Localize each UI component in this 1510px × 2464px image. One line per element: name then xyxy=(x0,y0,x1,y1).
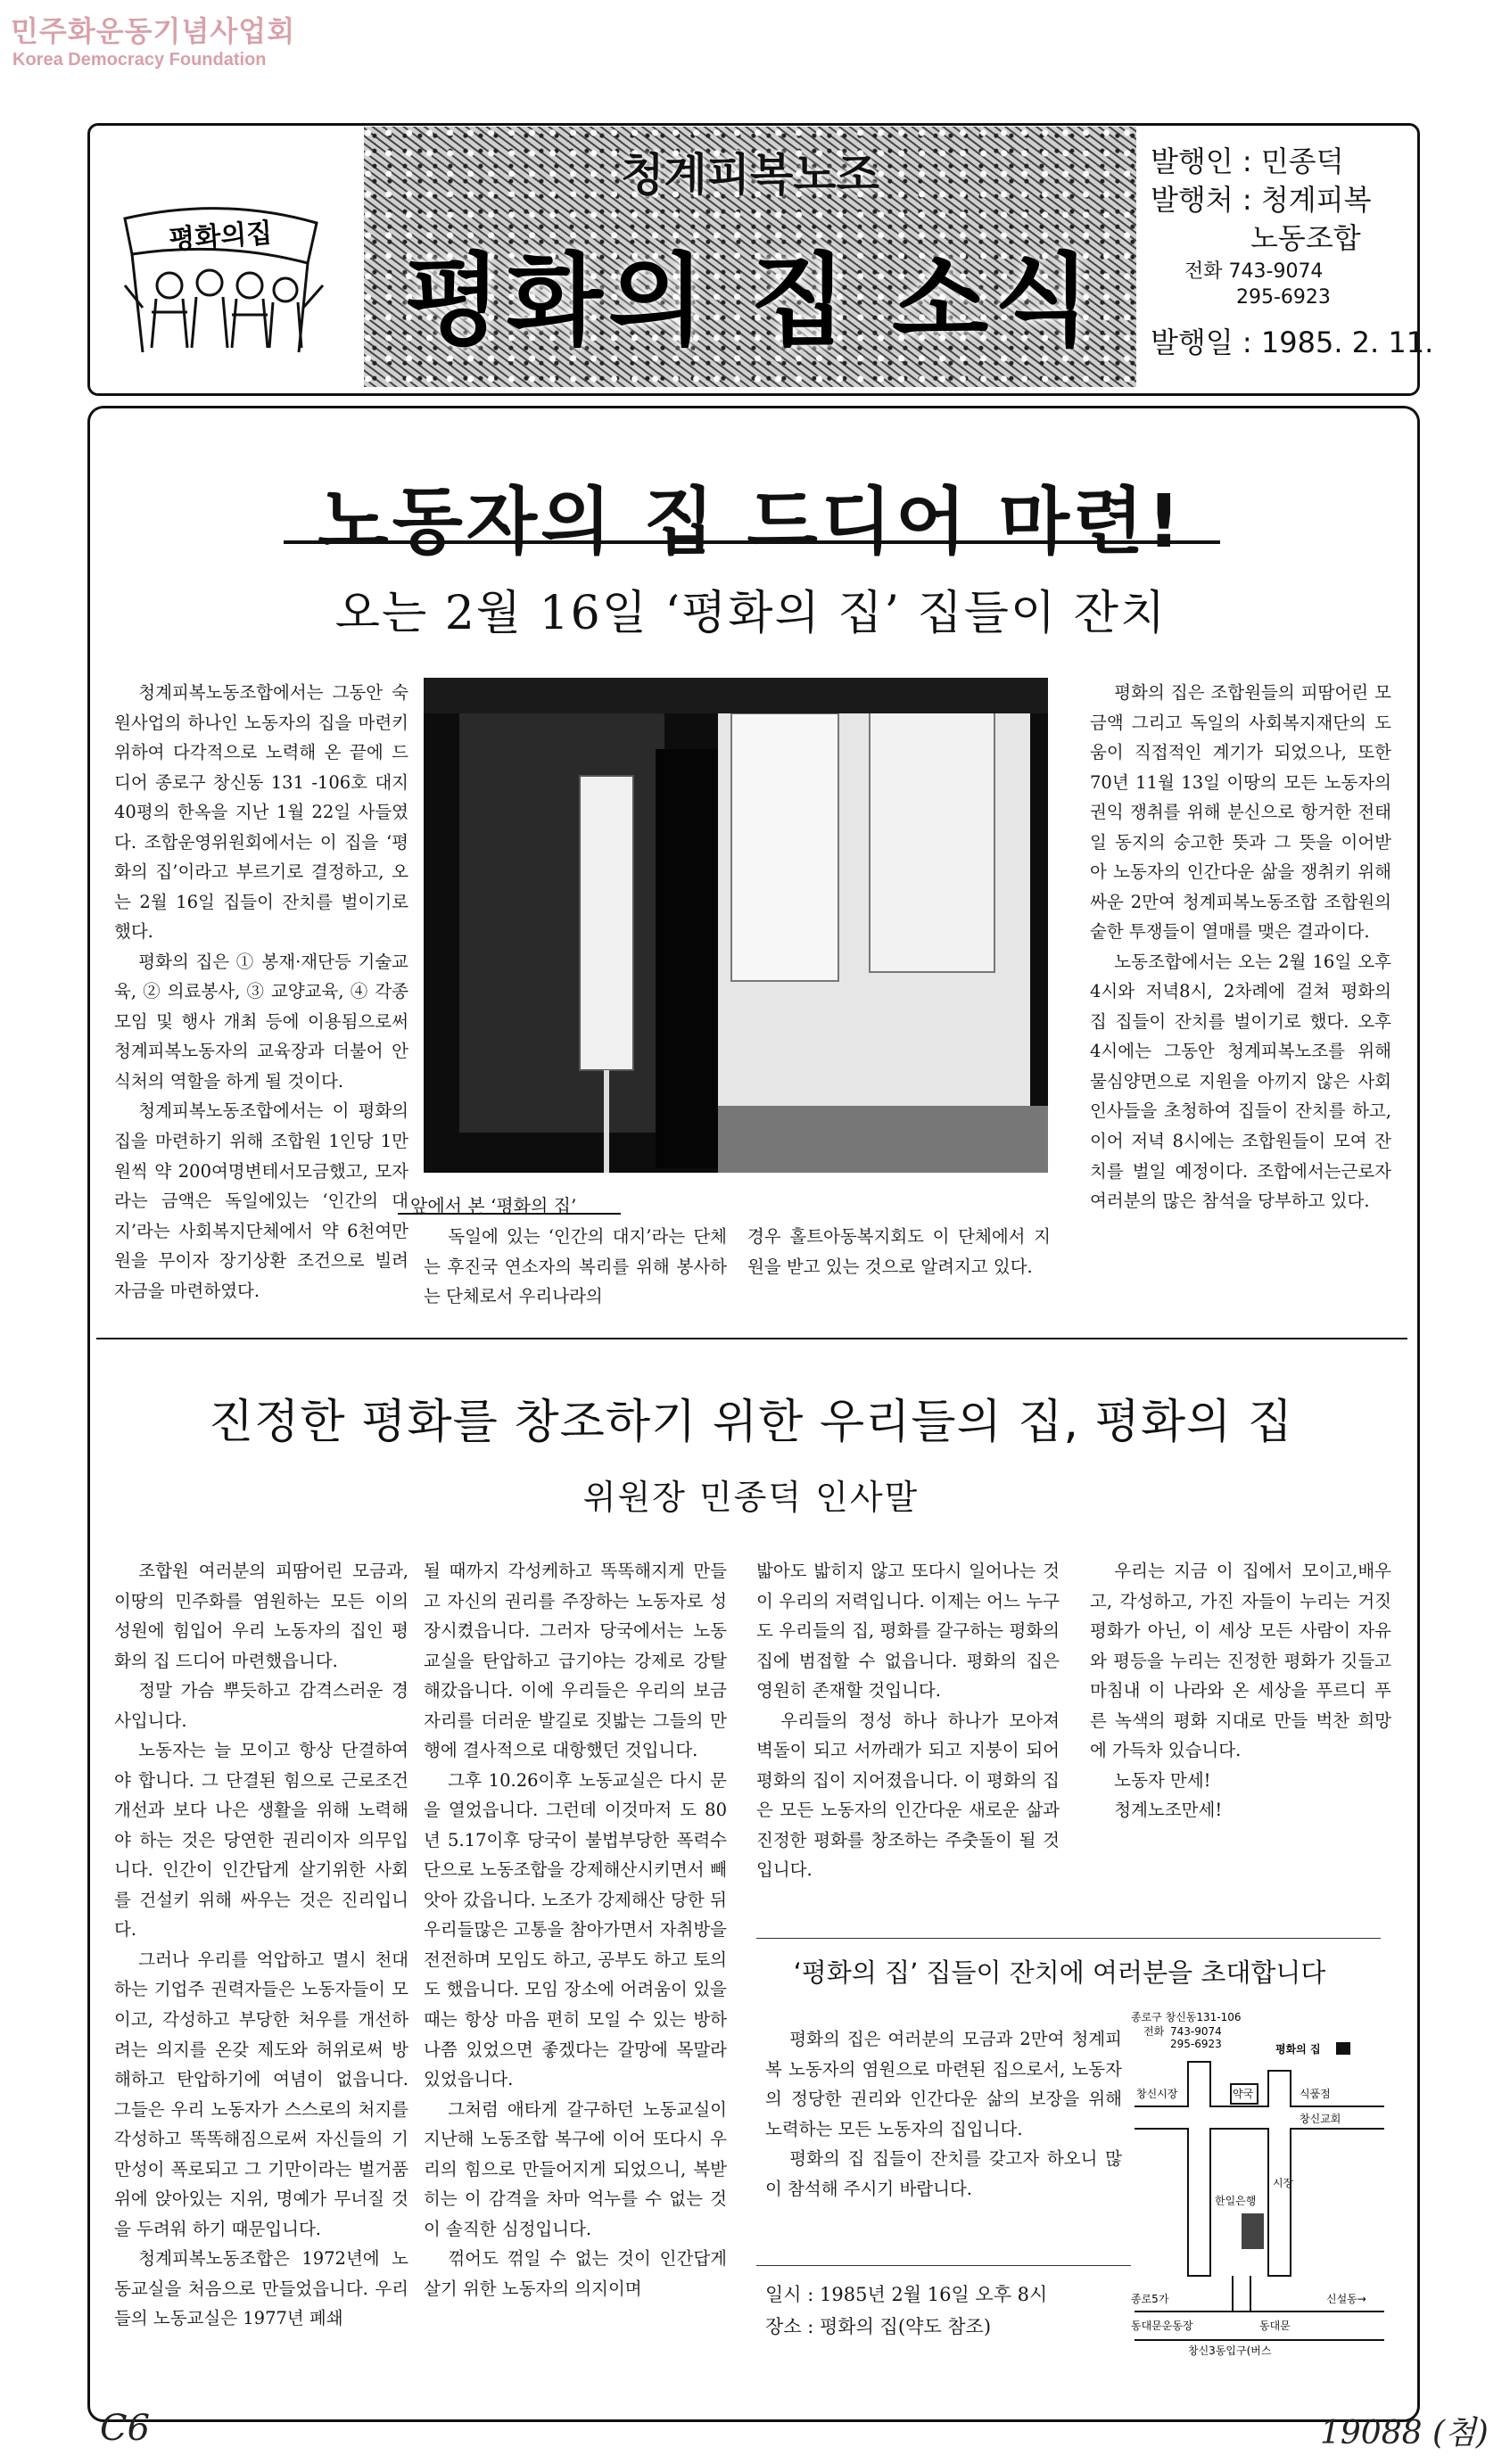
map-label-church: 창신교회 xyxy=(1300,2113,1341,2125)
article1-col1-para-2: 평화의 집은 ① 봉재·재단등 기술교육, ② 의료봉사, ③ 교양교육, ④ 각종 모임 및 행사 개최 등에 이용됨으로써 청계피복노동자의 교육장과 더불어 안식처의 역할을 하게 될 것이다. xyxy=(114,951,408,1092)
article1-headline: 노동자의 집 드디어 마련! xyxy=(318,480,1184,564)
invitation-datetime-row: 일시 : 1985년 2월 16일 오후 8시 xyxy=(765,2284,1048,2305)
issuer-label: 발행처 xyxy=(1151,183,1234,218)
photo-caption: 앞에서 본 ‘평화의 집’ xyxy=(410,1195,577,1216)
watermark-english: Korea Democracy Foundation xyxy=(12,50,267,70)
article1-column-2 xyxy=(424,1222,727,1312)
invitation-body xyxy=(765,2024,1122,2204)
article1-col4-para-2: 노동조합에서는 오는 2월 16일 오후 4시와 저녁8시, 2차례에 걸쳐 평화의 집 집들이 잔치를 벌이기로 했다. 오후 4시에는 그동안 청계피복노조를 위해 물심양면으로 지원을 아끼지 않은 사회 인사들을 초청하여 집들이 잔치를 하고, 이어 저녁 8시에는 조합원들이 모여 잔치를 벌일 예정이다. 조합에서는근로자 여러분의 많은 참석을 당부하고 있다. xyxy=(1090,951,1391,1212)
map-phone-2: 295-6923 xyxy=(1170,2038,1222,2050)
phone-2: 295-6923 xyxy=(1236,286,1331,309)
place-value: 평화의 집(약도 참조) xyxy=(820,2316,992,2338)
map-label-store: 식품점 xyxy=(1300,2088,1331,2100)
article1-column-3 xyxy=(747,1222,1051,1281)
map-label-stadium: 동대문운동장 xyxy=(1131,2320,1193,2332)
publication-info: 발행인 : 민종덕 발행처 : 청계피복 노동조합 전화 743-9074 295-6923 발행일 : 1985. 2. 11. xyxy=(1151,144,1434,359)
logo-text: 평화의집 xyxy=(168,218,274,257)
article2-col1-para-4: 그러나 우리를 억압하고 멸시 천대하는 기업주 권력자들은 노동자들이 모이고, 각성하고 부당한 처우를 개선하려는 의지를 온갖 제도와 허위로써 방해하고 탄압하기에 여념이 없읍니다. 그들은 우리 노동자가 스스로의 처지를 각성하고 똑똑해짐으로써 자신들의 기만성이 폭로되고 그 기만이라는 벌거품 위에 앉아있는 지위, 명예가 무너질 것을 두려워 하기 때문입니다. xyxy=(114,1949,408,2239)
invitation-info-rule xyxy=(756,2265,1131,2266)
article2-col2-para-2: 그후 10.26이후 노동교실은 다시 문을 열었읍니다. 그런데 이것마저 도 80년 5.17이후 당국이 불법부당한 폭력수단으로 노동조합을 강제해산시키면서 빼앗아 갔읍니다. 노조가 강제해산 당한 뒤 우리들많은 고통을 참아가면서 자취방을 전전하며 모임도 하고, 공부도 하고 토의도 했읍니다. 모임 장소에 어려움이 있을때는 항상 마음 편히 모일 수 있는 방하나쯤 있었으면 좋겠다는 갈망에 목말라 있었읍니다. xyxy=(424,1769,727,2090)
footer-left-mark: C6 xyxy=(100,2408,151,2449)
masthead-union-name: 청계피복노조 xyxy=(621,149,879,201)
article1-column-4 xyxy=(1090,678,1391,1216)
map-label-dongdaemun: 동대문 xyxy=(1259,2320,1291,2332)
datetime-label: 일시 xyxy=(765,2284,802,2305)
publisher-label: 발행인 xyxy=(1151,144,1234,178)
article1-column-1 xyxy=(114,678,408,1306)
invitation-place-row: 장소 : 평화의 집(약도 참조) xyxy=(765,2316,992,2338)
article2-col4-para-1: 우리는 지금 이 집에서 모이고,배우고, 각성하고, 가진 자들이 누리는 거짓 평화가 아닌, 이 세상 모든 사람이 자유와 평등을 누리는 진정한 평화가 깃들고 마침내 이 나라와 온 세상을 푸르디 푸른 녹색의 평화 지대로 만들 벅찬 희망에 가득차 있습니다. xyxy=(1090,1561,1391,1761)
article2-headline: 진정한 평화를 창조하기 위한 우리들의 집, 평화의 집 xyxy=(208,1396,1294,1449)
article2-col4-para-2: 노동자 만세! xyxy=(1114,1769,1211,1791)
map-house-marker xyxy=(1336,2042,1350,2055)
article2-col1-para-2: 정말 가슴 뿌듯하고 감격스러운 경사입니다. xyxy=(114,1680,408,1731)
article2-col2-para-3: 그처럼 애타게 갈구하던 노동교실이 지난해 노동조합 복구에 이어 또다시 우리의 힘으로 만들어지게 되었으니, 복받히는 이 감격을 차마 억누를 수 없는 것이 솔직한 심정입니다. xyxy=(424,2098,727,2239)
map-phone-label xyxy=(1143,2024,1165,2038)
masthead-logo xyxy=(116,201,330,357)
invitation-details xyxy=(765,2279,1122,2343)
issuer-line2: 노동조합 xyxy=(1250,221,1361,256)
article2-col3-para-1: 밟아도 밟히지 않고 또다시 일어나는 것이 우리의 저력입니다. 이제는 어느 누구도 우리들의 집, 평화를 갈구하는 평화의 집에 범접할 수 없읍니다. 평화의 집은 영원히 존재할 것입니다. xyxy=(756,1561,1060,1702)
article2-col1-para-5: 청계피복노동조합은 1972년에 노동교실을 처음으로 만들었읍니다. 우리들의 노동교실은 1977년 폐쇄 xyxy=(114,2248,408,2329)
article1-col1-para-3: 청계피복노동조합에서는 이 평화의 집을 마련하기 위해 조합원 1인당 1만원씩 약 200여명변테서모금했고, 모자라는 금액은 독일에있는 ‘인간의 대지’라는 사회복지단체에서 약 6천여만원을 무이자 장기상환 조건으로 빌려 자금을 마련하였다. xyxy=(114,1100,408,1301)
article1-col1-para-1: 청계피복노동조합에서는 그동안 숙원사업의 하나인 노동자의 집을 마련키 위하여 다각적으로 노력해 온 끝에 드디어 종로구 창신동 131 -106호 대지 40평의 한옥을 지난 1월 22일 사들였다. 조합운영위원회에서는 이 집을 ‘평화의 집’이라고 부르기로 결정하고, 오는 2월 16일 집들이 잔치를 벌이기로 했다. xyxy=(114,682,408,943)
headline-underline xyxy=(284,540,1220,544)
article2-column-1 xyxy=(114,1556,408,2334)
article1-col4-para-1: 평화의 집은 조합원들의 피땀어린 모금액 그리고 독일의 사회복지재단의 도움이 직접적인 계기가 되었으나, 또한 70년 11월 13일 이땅의 모든 노동자의 권익 쟁취를 위해 분신으로 항거한 전태일 동지의 숭고한 뜻과 그 뜻을 이어받아 노동자의 인간다운 삶을 쟁취키 위해 싸운 2만여 청계피복노동조합 조합원의 숱한 투쟁들이 열매를 맺은 결과이다. xyxy=(1090,682,1391,943)
map-label-sinseol: 신설동→ xyxy=(1326,2293,1366,2305)
article2-col1-para-3: 노동자는 늘 모이고 항상 단결하여야 합니다. 그 단결된 힘으로 근로조건 개선과 보다 나은 생활을 위해 노력해야 하는 것은 당연한 권리이자 의무입니다. 인간이 인간답게 살기위한 사회를 건설키 위해 싸우는 것은 진리입니다. xyxy=(114,1740,408,1941)
phone-label: 전화 xyxy=(1184,260,1223,283)
issue-date: 1985. 2. 11. xyxy=(1260,325,1434,359)
place-label: 장소 xyxy=(765,2316,802,2338)
publisher-name: 민종덕 xyxy=(1260,144,1344,178)
article2-col3-para-2: 우리들의 정성 하나 하나가 모아져 벽돌이 되고 서까래가 되고 지붕이 되어 평화의 집이 지어졌읍니다. 이 평화의 집은 모든 노동자의 인간다운 새로운 삶과 진정한 평화를 창조하는 주춧돌이 될 것입니다. xyxy=(756,1710,1060,1881)
footer-right-mark: 19088 (첨) xyxy=(1320,2415,1489,2452)
map-label-busstop: 창신3동입구(버스 xyxy=(1188,2345,1272,2357)
article1-col3-para: 경우 홀트아동복지회도 이 단체에서 지원을 받고 있는 것으로 알려지고 있다. xyxy=(747,1226,1051,1277)
map-label-bank: 한일은행 xyxy=(1215,2195,1257,2207)
phone-1: 743-9074 xyxy=(1228,260,1324,283)
article1-subheadline: 오는 2월 16일 ‘평화의 집’ 집들이 잔치 xyxy=(334,587,1168,640)
article2-col2-para-1: 될 때까지 각성케하고 똑똑해지게 만들고 자신의 권리를 주장하는 노동자로 성장시켰읍니다. 그러자 당국에서는 노동교실을 탄압하고 급기야는 강제로 강탈해갔읍니다. 이에 우리들은 우리의 보금자리를 더러운 발길로 짓밟는 그들의 만행에 결사적으로 대항했던 것입니다. xyxy=(424,1561,727,1761)
article1-col2-para: 독일에 있는 ‘인간의 대지’라는 단체는 후진국 연소자의 복리를 위해 봉사하는 단체로서 우리나라의 xyxy=(424,1226,727,1307)
invitation-rule xyxy=(756,1938,1381,1939)
map-label-market: 창신시장 xyxy=(1136,2088,1178,2100)
issuer-line1: 청계피복 xyxy=(1260,183,1372,218)
map-bank-block xyxy=(1242,2213,1264,2249)
map-phone-1: 743-9074 xyxy=(1170,2025,1222,2038)
watermark-korean: 민주화운동기념사업회 xyxy=(11,14,296,48)
article2-column-3 xyxy=(756,1556,1060,1885)
article2-column-4 xyxy=(1090,1556,1391,1825)
datetime-value: 1985년 2월 16일 오후 8시 xyxy=(820,2284,1048,2305)
section-divider xyxy=(96,1338,1407,1339)
map-label-sijang: 시장 xyxy=(1273,2177,1294,2189)
location-map xyxy=(1126,2008,1393,2410)
article2-col4-para-3: 청계노조만세! xyxy=(1114,1800,1223,1821)
house-photo xyxy=(424,678,1048,1173)
map-address: 종로구 창신동131-106 xyxy=(1131,2011,1242,2023)
invitation-para-2: 평화의 집 집들이 잔치를 갖고자 하오니 많이 참석해 주시기 바랍니다. xyxy=(765,2148,1122,2199)
article2-col1-para-1: 조합원 여러분의 피땀어린 모금과, 이땅의 민주화를 염원하는 모든 이의 성원에 힘입어 우리 노동자의 집인 평화의 집 드디어 마련했읍니다. xyxy=(114,1561,408,1671)
invitation-title: ‘평화의 집’ 집들이 잔치에 여러분을 초대합니다 xyxy=(793,1957,1326,1988)
map-phone-label-text: 전화 xyxy=(1143,2025,1165,2038)
article2-subheadline: 위원장 민종덕 인사말 xyxy=(582,1478,920,1517)
invitation-para-1: 평화의 집은 여러분의 모금과 2만여 청계피복 노동자의 염원으로 마련된 집으로서, 노동자의 정당한 권리와 인간다운 삶의 보장을 위해 노력하는 모든 노동자의 집입니다. xyxy=(765,2029,1122,2139)
map-house-label: 평화의 집 xyxy=(1275,2043,1321,2056)
map-label-pharmacy: 약국 xyxy=(1233,2088,1254,2100)
date-label: 발행일 xyxy=(1151,325,1234,359)
masthead-title: 평화의 집 소식 xyxy=(404,243,1096,359)
map-label-jongno: 종로5가 xyxy=(1131,2293,1169,2305)
article2-col2-para-4: 꺾어도 꺾일 수 없는 것이 인간답게 살기 위한 노동자의 의지이며 xyxy=(424,2248,727,2299)
article2-column-2 xyxy=(424,1556,727,2303)
